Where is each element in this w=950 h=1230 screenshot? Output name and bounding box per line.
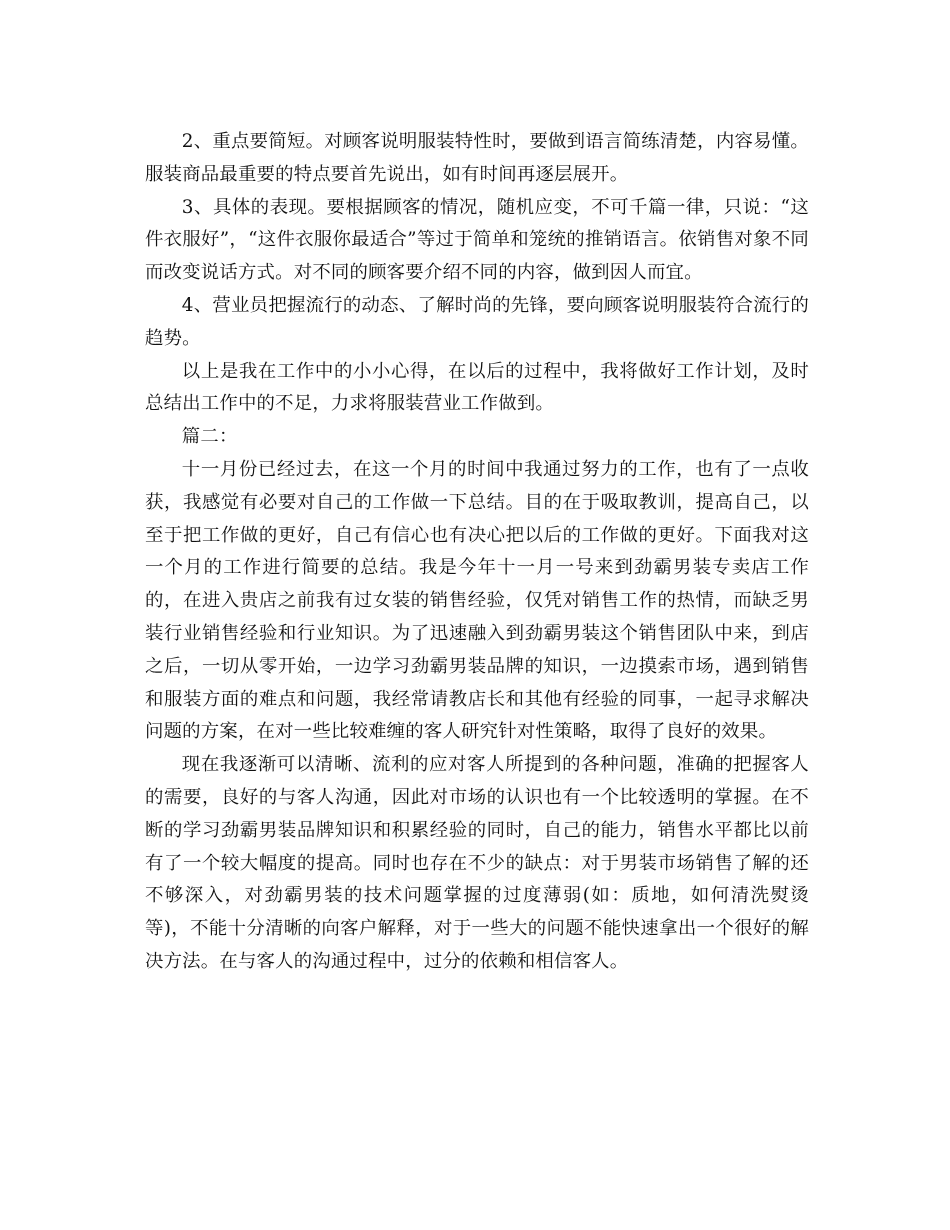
- document-body: [145, 126, 809, 979]
- section-heading-part-two: 篇二：: [181, 426, 238, 448]
- paragraph-point-3: 3、具体的表现。要根据顾客的情况，随机应变，不可千篇一律，只说：“这件衣服好”，“这件衣服你最适合”等过于简单和笼统的推销语言。依销售对象不同而改变说话方式。对不同的顾客要介绍不同的内容，做到因人而宜。: [145, 196, 809, 284]
- paragraph-point-2: 2、重点要简短。对顾客说明服装特性时，要做到语言简练清楚，内容易懂。服装商品最重要的特点要首先说出，如有时间再逐层展开。: [145, 131, 809, 185]
- paragraph-november-summary: 十一月份已经过去，在这一个月的时间中我通过努力的工作，也有了一点收获，我感觉有必要对自己的工作做一下总结。目的在于吸取教训，提高自己，以至于把工作做的更好，自己有信心也有决心把以后的工作做的更好。下面我对这一个月的工作进行简要的总结。我是今年十一月一号来到劲霸男装专卖店工作的，在进入贵店之前我有过女装的销售经验，仅凭对销售工作的热情，而缺乏男装行业销售经验和行业知识。为了迅速融入到劲霸男装这个销售团队中来，到店之后，一切从零开始，一边学习劲霸男装品牌的知识，一边摸索市场，遇到销售和服装方面的难点和问题，我经常请教店长和其他有经验的同事，一起寻求解决问题的方案，在对一些比较难缠的客人研究针对性策略，取得了良好的效果。: [145, 458, 809, 743]
- paragraph-point-4: 4、营业员把握流行的动态、了解时尚的先锋，要向顾客说明服装符合流行的趋势。: [145, 294, 809, 349]
- paragraph-conclusion: 以上是我在工作中的小小心得，在以后的过程中，我将做好工作计划，及时总结出工作中的不足，力求将服装营业工作做到。: [145, 360, 809, 415]
- paragraph-progress-and-shortcomings: 现在我逐渐可以清晰、流利的应对客人所提到的各种问题，准确的把握客人的需要，良好的与客人沟通，因此对市场的认识也有一个比较透明的掌握。在不断的学习劲霸男装品牌知识和积累经验的同时，自己的能力，销售水平都比以前有了一个较大幅度的提高。同时也存在不少的缺点：对于男装市场销售了解的还不够深入，对劲霸男装的技术问题掌握的过度薄弱(如：质地，如何清洗熨烫等)，不能十分清晰的向客户解释，对于一些大的问题不能快速拿出一个很好的解决方法。在与客人的沟通过程中，过分的依赖和相信客人。: [145, 754, 809, 972]
